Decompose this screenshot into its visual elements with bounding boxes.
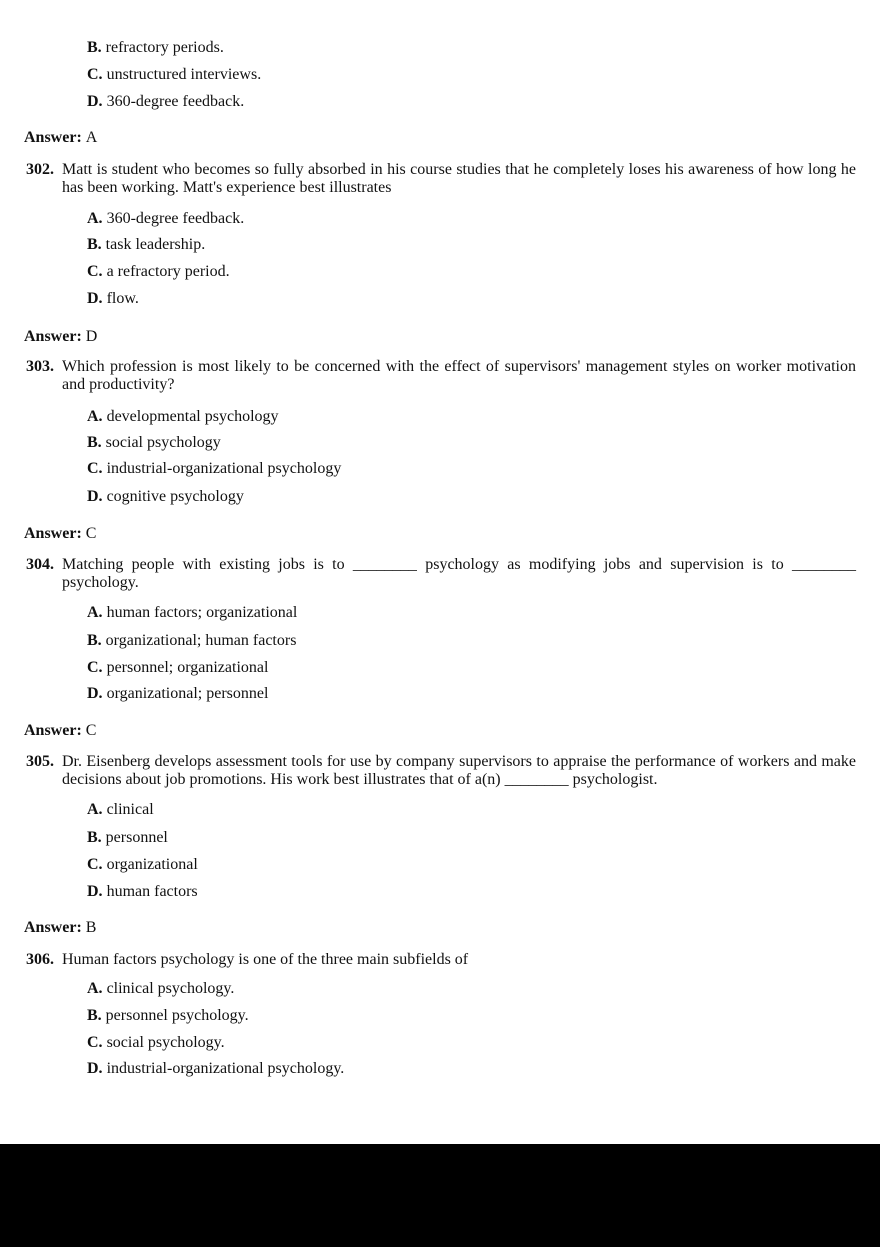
option: C. social psychology. (87, 1034, 225, 1051)
option: C. a refractory period. (87, 263, 230, 280)
option: D. organizational; personnel (87, 685, 269, 702)
option: C. organizational (87, 856, 198, 873)
question: 302. Matt is student who becomes so fully absorbed in his course studies that he completely loses his awareness of how long he has been working. Matt's experience best illustrates (26, 161, 856, 196)
option: C. personnel; organizational (87, 659, 269, 676)
option: A. 360-degree feedback. (87, 210, 245, 227)
answer: Answer: C (24, 722, 97, 739)
option: B. personnel (87, 829, 168, 846)
question: 304. Matching people with existing jobs is to ________ psychology as modifying jobs and supervision is to ________ psychology. (26, 556, 856, 591)
option: B. personnel psychology. (87, 1007, 249, 1024)
option: D. human factors (87, 883, 198, 900)
option: B. refractory periods. (87, 39, 224, 56)
option: D. industrial-organizational psychology. (87, 1060, 345, 1077)
option: C. industrial-organizational psychology (87, 460, 342, 477)
option: B. organizational; human factors (87, 632, 297, 649)
option: B. task leadership. (87, 236, 206, 253)
option: C. unstructured interviews. (87, 66, 262, 83)
option: D. cognitive psychology (87, 488, 244, 505)
answer: Answer: C (24, 525, 97, 542)
answer: Answer: B (24, 919, 97, 936)
question: 303. Which profession is most likely to be concerned with the effect of supervisors' management styles on worker motivation and productivity? (26, 358, 856, 393)
option: B. social psychology (87, 434, 221, 451)
question: 305. Dr. Eisenberg develops assessment tools for use by company supervisors to appraise the performance of workers and make decisions about job promotions. His work best illustrates that of a(n) ________ psychologist. (26, 753, 856, 788)
option: A. clinical psychology. (87, 980, 235, 997)
option: D. 360-degree feedback. (87, 93, 245, 110)
question: 306. Human factors psychology is one of the three main subfields of (26, 951, 469, 968)
option: A. developmental psychology (87, 408, 279, 425)
option: A. clinical (87, 801, 154, 818)
option: D. flow. (87, 290, 139, 307)
answer: Answer: A (24, 129, 98, 146)
option: A. human factors; organizational (87, 604, 298, 621)
answer: Answer: D (24, 328, 98, 345)
